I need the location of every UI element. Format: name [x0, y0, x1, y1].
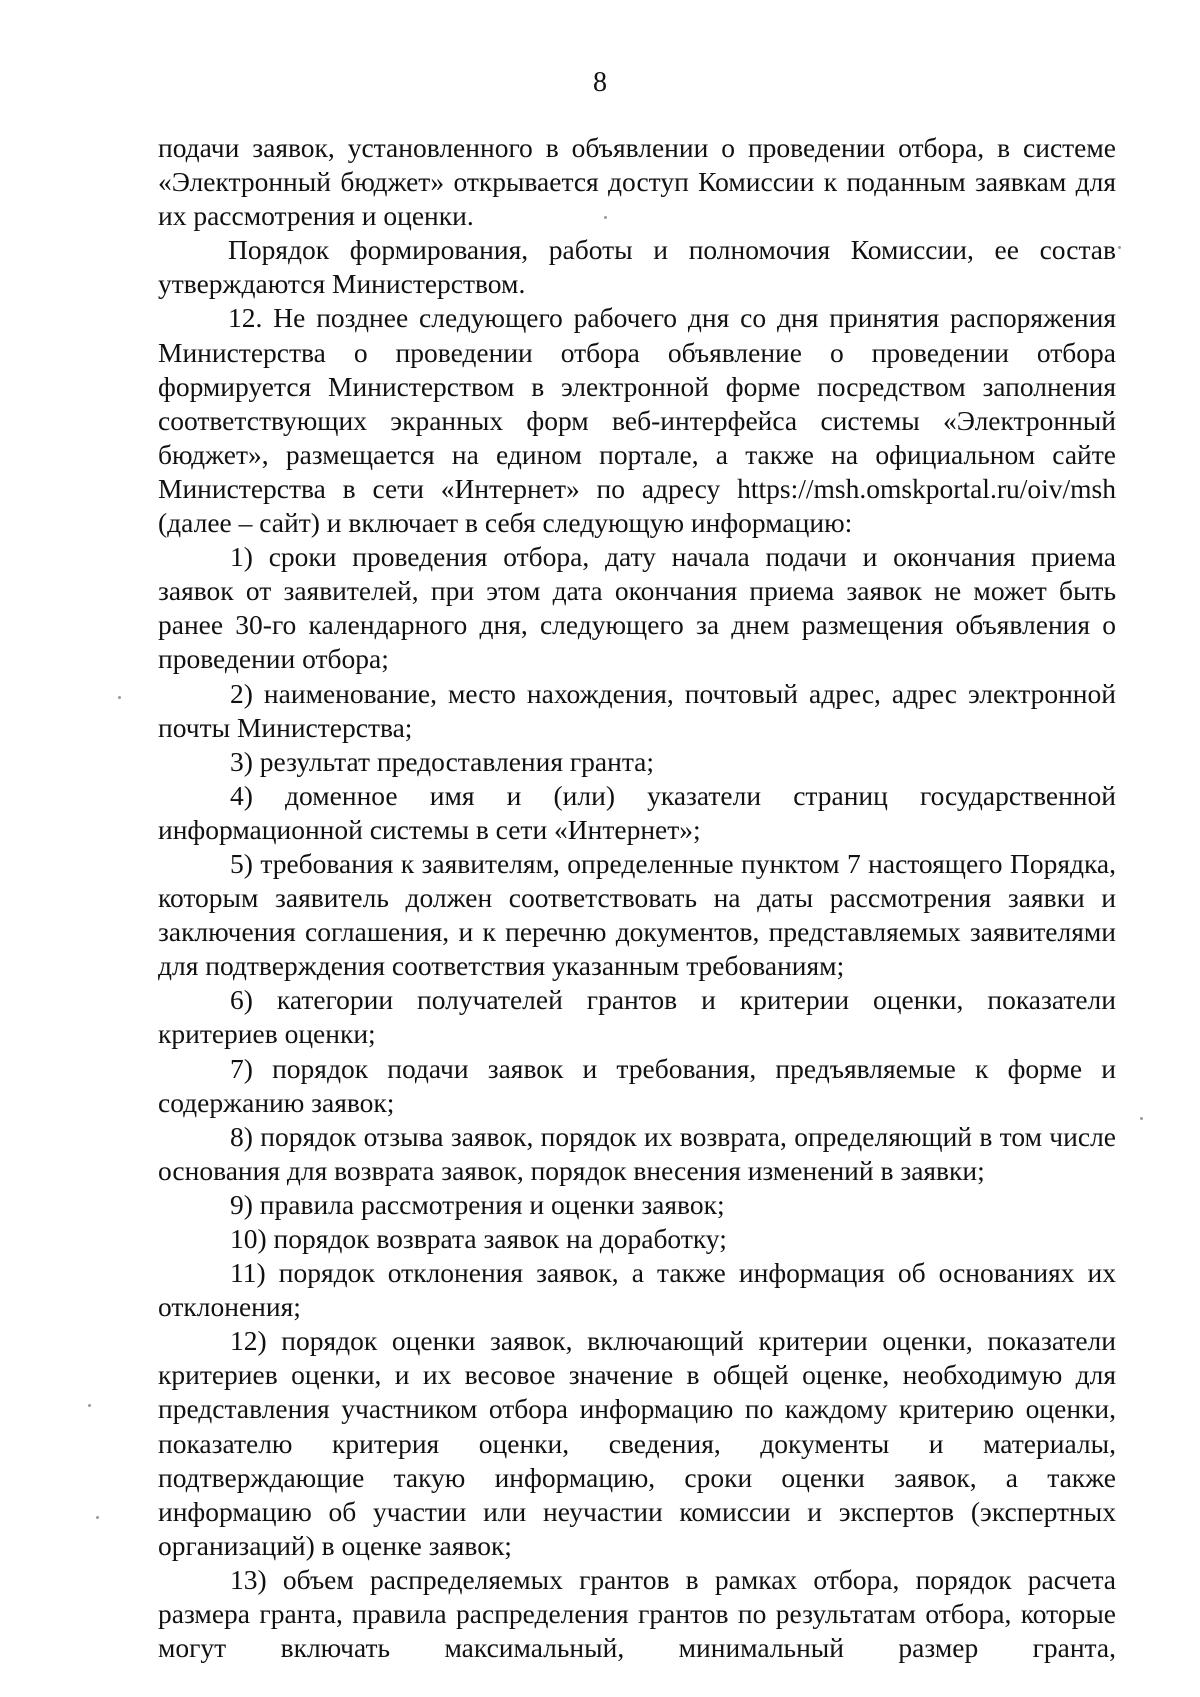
paragraph-commission-procedure: Порядок формирования, работы и полномочия Комиссии, ее состав утверждаются Министерством.	[158, 234, 1116, 300]
page-number: 8	[593, 67, 607, 98]
scan-speck	[88, 1404, 91, 1407]
list-item: 6) категории получателей грантов и критерии оценки, показатели критериев оценки;	[158, 984, 1116, 1050]
list-item: 1) сроки проведения отбора, дату начала подачи и окончания приема заявок от заявителей, при этом дата окончания приема заявок не может быть ранее 30-го календарного дня, следующего за днем размещения объявления о проведении отбора;	[158, 541, 1116, 675]
document-body	[158, 131, 1116, 1665]
list-item: 10) порядок возврата заявок на доработку;	[230, 1223, 727, 1254]
list-item: 8) порядок отзыва заявок, порядок их возврата, определяющий в том числе основания для возврата заявок, порядок внесения изменений в заявки;	[158, 1120, 1116, 1186]
list-item: 11) порядок отклонения заявок, а также информация об основаниях их отклонения;	[158, 1257, 1116, 1323]
list-item: 13) объем распределяемых грантов в рамках отбора, порядок расчета размера гранта, правила распределения грантов по результатам отбора, которые могут включать максимальный, минимальный размер гранта,	[158, 1563, 1116, 1664]
list-item: 5) требования к заявителям, определенные пунктом 7 настоящего Порядка, которым заявитель должен соответствовать на даты рассмотрения заявки и заключения соглашения, и к перечню документов, представляемых заявителями для подтверждения соответствия указанным требованиям;	[158, 847, 1116, 982]
list-item: 12) порядок оценки заявок, включающий критерии оценки, показатели критериев оценки, и их весовое значение в общей оценке, необходимую для представления участником отбора информацию по каждому критерию оценки, показателю критерия оценки, сведения, документы и материалы, подтверждающие такую информацию, сроки оценки заявок, а также информацию об участии или неучастии комиссии и экспертов (экспертных организаций) в оценке заявок;	[158, 1325, 1116, 1561]
scan-speck	[1140, 1117, 1143, 1120]
list-item: 3) результат предоставления гранта;	[230, 745, 655, 777]
paragraph-clause-12: 12. Не позднее следующего рабочего дня со дня принятия распоряжения Министерства о проведении отбора объявление о проведении отбора формируется Министерством в электронной форме посредством заполнения соответствующих экранных форм веб-интерфейса системы «Электронный бюджет», размещается на едином портале, а также на официальном сайте Министерства в сети «Интернет» по адресу https://msh.omskportal.ru/oiv/msh (далее – сайт) и включает в себя следующую информацию:	[158, 302, 1116, 539]
scan-speck	[96, 1516, 99, 1519]
scan-speck	[118, 696, 121, 699]
scan-speck	[1118, 246, 1121, 249]
scan-speck	[604, 216, 607, 219]
paragraph-continuation: подачи заявок, установленного в объявлении о проведении отбора, в системе «Электронный бюджет» открывается доступ Комиссии к поданным заявкам для их рассмотрения и оценки.	[158, 132, 1116, 232]
list-item: 2) наименование, место нахождения, почтовый адрес, адрес электронной почты Министерства;	[158, 677, 1116, 743]
list-item: 4) доменное имя и (или) указатели страниц государственной информационной системы в сети «Интернет»;	[158, 779, 1116, 845]
list-item: 9) правила рассмотрения и оценки заявок;	[230, 1188, 725, 1220]
list-item: 7) порядок подачи заявок и требования, предъявляемые к форме и содержанию заявок;	[158, 1052, 1116, 1118]
